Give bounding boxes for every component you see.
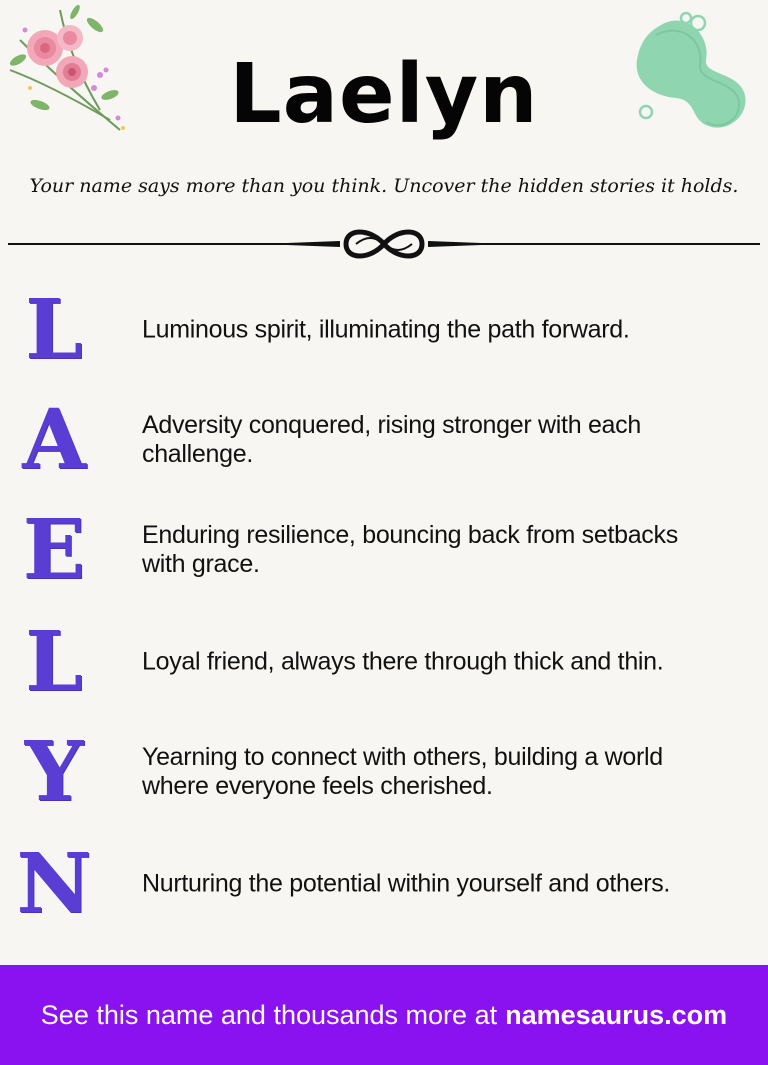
initial-letter: A xyxy=(22,392,86,488)
letter-meaning: Yearning to connect with others, building a world where everyone feels cherished. xyxy=(142,743,663,800)
letter-meaning: Adversity conquered, rising stronger with each challenge. xyxy=(142,411,641,468)
initial-letter: N xyxy=(16,836,92,932)
footer-text xyxy=(41,1000,727,1031)
letter-row xyxy=(0,834,768,934)
letter-meaning: Loyal friend, always there through thick and thin. xyxy=(142,647,664,676)
initial-letter: Y xyxy=(24,724,84,820)
page-title: Laelyn xyxy=(229,47,539,142)
initial-letter: L xyxy=(25,614,83,710)
initial-letter: E xyxy=(22,502,86,598)
footer-banner xyxy=(0,965,768,1065)
letter-row xyxy=(0,280,768,380)
tagline: Your name says more than you think. Uncover the hidden stories it holds. xyxy=(29,175,739,197)
letter-meaning: Nurturing the potential within yourself and others. xyxy=(142,869,671,898)
footer-caption: See this name and thousands more at xyxy=(40,999,498,1030)
letter-row xyxy=(0,500,768,600)
namesaurus-link[interactable]: namesaurus.com xyxy=(505,999,728,1030)
infinity-knot-icon xyxy=(0,222,768,266)
letter-row xyxy=(0,612,768,712)
initial-letter: L xyxy=(25,282,83,378)
letter-meaning: Enduring resilience, bouncing back from setbacks with grace. xyxy=(142,521,678,578)
letter-row xyxy=(0,722,768,822)
letter-row xyxy=(0,390,768,490)
letter-meaning: Luminous spirit, illuminating the path forward. xyxy=(142,315,630,344)
